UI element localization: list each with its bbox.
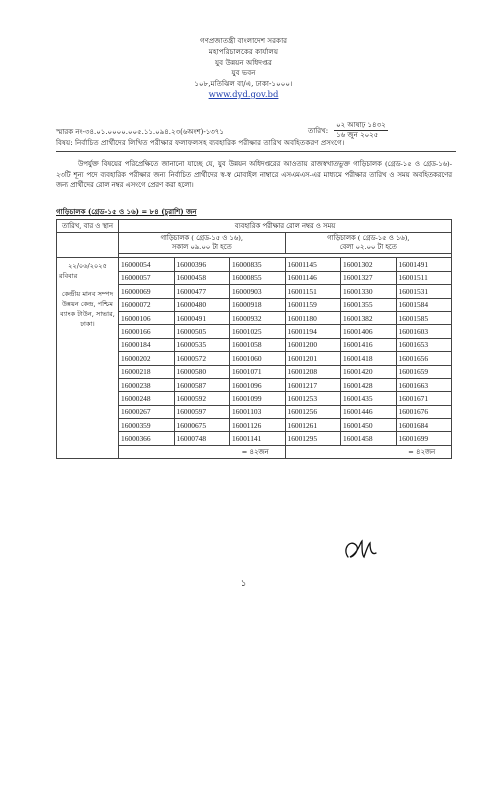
table-row bbox=[57, 258, 452, 271]
roll-number-cell: 16001656 bbox=[396, 352, 452, 365]
group1-time: সকাল ০৯.০০ টা হতে bbox=[171, 243, 232, 252]
roll-number-cell: 16001194 bbox=[285, 325, 341, 338]
roll-number-cell: 16000054 bbox=[119, 258, 175, 271]
roll-number-cell: 16001071 bbox=[230, 365, 286, 378]
roll-number-cell: 16000597 bbox=[174, 405, 230, 418]
roll-number-cell: 16001511 bbox=[396, 271, 452, 284]
date-english: ১৬ জুন ২০২৫ bbox=[336, 131, 379, 139]
roll-number-cell: 16000267 bbox=[119, 405, 175, 418]
roll-number-cell: 16001330 bbox=[341, 285, 397, 298]
roll-number-cell: 16001446 bbox=[341, 405, 397, 418]
group1-header bbox=[119, 233, 286, 254]
header-line-address: ১০৮,মতিঝিল বা/এ, ঢাকা-১০০০। bbox=[194, 79, 293, 89]
group2-header bbox=[285, 233, 452, 254]
roll-table bbox=[56, 219, 452, 459]
group2-total: = ৪২জন bbox=[285, 445, 452, 458]
roll-number-cell: 16000238 bbox=[119, 378, 175, 391]
roll-number-cell: 16001382 bbox=[341, 311, 397, 324]
roll-number-cell: 16001428 bbox=[341, 378, 397, 391]
roll-number-cell: 16001416 bbox=[341, 338, 397, 351]
exam-day: রবিবার bbox=[59, 272, 78, 281]
roll-number-cell: 16000480 bbox=[174, 298, 230, 311]
roll-number-cell: 16001406 bbox=[341, 325, 397, 338]
roll-number-cell: 16000903 bbox=[230, 285, 286, 298]
roll-number-cell: 16001450 bbox=[341, 419, 397, 432]
roll-number-cell: 16001201 bbox=[285, 352, 341, 365]
roll-number-cell: 16000202 bbox=[119, 352, 175, 365]
roll-number-cell: 16001060 bbox=[230, 352, 286, 365]
exam-date: ২২/০৬/২০২৫ bbox=[68, 262, 107, 271]
page-number: ১ bbox=[240, 579, 247, 589]
date-venue-cell bbox=[57, 258, 119, 459]
roll-number-cell: 16000366 bbox=[119, 432, 175, 445]
roll-number-cell: 16000106 bbox=[119, 311, 175, 324]
exam-venue: কেন্দ্রীয় মানব সম্পদ উন্নয়ন কেন্দ্র, পশ্চিম ব্যাংক টাউন, সাভার, ঢাকা। bbox=[60, 290, 115, 329]
roll-number-cell: 16000592 bbox=[174, 392, 230, 405]
roll-number-cell: 16000057 bbox=[119, 271, 175, 284]
roll-number-cell: 16001659 bbox=[396, 365, 452, 378]
roll-number-cell: 16001653 bbox=[396, 338, 452, 351]
roll-number-cell: 16000184 bbox=[119, 338, 175, 351]
roll-number-cell: 16001180 bbox=[285, 311, 341, 324]
roll-number-cell: 16001435 bbox=[341, 392, 397, 405]
website-link[interactable]: www.dyd.gov.bd bbox=[208, 89, 279, 100]
roll-number-cell: 16000072 bbox=[119, 298, 175, 311]
roll-number-cell: 16001256 bbox=[285, 405, 341, 418]
roll-number-cell: 16000748 bbox=[174, 432, 230, 445]
roll-number-cell: 16001141 bbox=[230, 432, 286, 445]
roll-number-cell: 16000535 bbox=[174, 338, 230, 351]
roll-number-cell: 16001145 bbox=[285, 258, 341, 271]
group1-total: = ৪২জন bbox=[119, 445, 286, 458]
roll-number-cell: 16001096 bbox=[230, 378, 286, 391]
roll-number-cell: 16001146 bbox=[285, 271, 341, 284]
header-line-office: মহাপরিচালকের কার্যালয় bbox=[208, 46, 279, 56]
roll-number-cell: 16001355 bbox=[341, 298, 397, 311]
roll-number-cell: 16001261 bbox=[285, 419, 341, 432]
letterhead bbox=[0, 36, 487, 101]
roll-number-cell: 16000396 bbox=[174, 258, 230, 271]
roll-number-cell: 16001584 bbox=[396, 298, 452, 311]
roll-number-cell: 16001103 bbox=[230, 405, 286, 418]
roll-number-cell: 16001217 bbox=[285, 378, 341, 391]
roll-number-cell: 16000587 bbox=[174, 378, 230, 391]
roll-number-cell: 16001151 bbox=[285, 285, 341, 298]
body-paragraph: উপর্যুক্ত বিষয়ের পরিপ্রেক্ষিতে জানানো যাচ্ছে যে, যুব উন্নয়ন অধিদপ্তরের আওতায় রাজস্বখাতভুক্ত গাড়িচালক (গ্রেড-১৫ ও গ্রেড-১৬)- ২৩টি শূন্য পদে ব্যবহারিক পরীক্ষার জন্য নির্বাচিত প্রার্থীদের স্ব-স্ব মোবাইল নাম্বারে এসএমএস-এর মাধ্যমে পরীক্ষার তারিখ ও সময় অবহিতকরণের জন্য প্রার্থীদের রোল নম্বর এসংগে প্রেরণ করা হলো। bbox=[56, 160, 452, 189]
signature-mark bbox=[340, 535, 380, 563]
roll-number-cell: 16000248 bbox=[119, 392, 175, 405]
header-line-department: যুব উন্নয়ন অধিদপ্তর bbox=[215, 57, 272, 67]
roll-number-cell: 16001663 bbox=[396, 378, 452, 391]
roll-number-cell: 16001295 bbox=[285, 432, 341, 445]
roll-number-cell: 16000477 bbox=[174, 285, 230, 298]
header-line-govt: গণপ্রজাতন্ত্রী বাংলাদেশ সরকার bbox=[199, 36, 288, 45]
date-column-header: তারিখ, বার ও স্থান bbox=[57, 220, 119, 233]
roll-number-cell: 16000491 bbox=[174, 311, 230, 324]
roll-number-cell: 16001684 bbox=[396, 419, 452, 432]
roll-number-cell: 16000166 bbox=[119, 325, 175, 338]
roll-number-cell: 16001671 bbox=[396, 392, 452, 405]
roll-number-cell: 16001208 bbox=[285, 365, 341, 378]
roll-number-cell: 16000835 bbox=[230, 258, 286, 271]
roll-number-cell: 16001420 bbox=[341, 365, 397, 378]
roll-number-cell: 16000918 bbox=[230, 298, 286, 311]
group2-title: গাড়িচালক ( গ্রেড-১৫ ও ১৬), bbox=[326, 234, 410, 243]
roll-number-cell: 16001699 bbox=[396, 432, 452, 445]
roll-number-cell: 16001585 bbox=[396, 311, 452, 324]
subject-line: বিষয়: নির্বাচিত প্রার্থীদের লিখিত পরীক্ষার ফলাফলসহ ব্যবহারিক পরীক্ষার তারিখ অবহিতকরণ প্রসংগে। bbox=[56, 138, 456, 152]
date-bangla: ০২ আষাঢ় ১৪৩২ bbox=[336, 121, 386, 129]
roll-number-cell: 16001200 bbox=[285, 338, 341, 351]
roll-number-cell: 16001058 bbox=[230, 338, 286, 351]
roll-number-cell: 16000675 bbox=[174, 419, 230, 432]
roll-number-cell: 16001418 bbox=[341, 352, 397, 365]
roll-number-cell: 16001458 bbox=[341, 432, 397, 445]
roll-number-cell: 16001302 bbox=[341, 258, 397, 271]
reference-number: স্মারক নং-৩৪.০১.০০০০.০০৫.১১.০৯৪.২৩(৬অংশ)-১৩৭১ bbox=[56, 128, 224, 136]
roll-number-cell: 16001253 bbox=[285, 392, 341, 405]
roll-number-cell: 16001531 bbox=[396, 285, 452, 298]
roll-number-cell: 16000359 bbox=[119, 419, 175, 432]
roll-number-cell: 16000572 bbox=[174, 352, 230, 365]
roll-number-cell: 16001327 bbox=[341, 271, 397, 284]
roll-number-cell: 16000580 bbox=[174, 365, 230, 378]
roll-number-cell: 16000855 bbox=[230, 271, 286, 284]
roll-number-cell: 16000932 bbox=[230, 311, 286, 324]
roll-number-cell: 16001676 bbox=[396, 405, 452, 418]
group1-title: গাড়িচালক ( গ্রেড-১৫ ও ১৬), bbox=[160, 234, 244, 243]
roll-number-cell: 16001159 bbox=[285, 298, 341, 311]
roll-table-body bbox=[57, 258, 452, 459]
roll-number-cell: 16000069 bbox=[119, 285, 175, 298]
roll-number-cell: 16001099 bbox=[230, 392, 286, 405]
roll-number-cell: 16000218 bbox=[119, 365, 175, 378]
group2-time: বেলা ০২.০০ টা হতে bbox=[339, 243, 397, 252]
date-label: তারিখ: bbox=[308, 126, 329, 135]
roll-column-header: ব্যবহারিক পরীক্ষার রোল নম্বর ও সময় bbox=[119, 220, 452, 233]
roll-number-cell: 16000458 bbox=[174, 271, 230, 284]
table-caption: গাড়িচালক (গ্রেড-১৫ ও ১৬) = ৮৪ (চুরাশি) জন bbox=[56, 207, 197, 216]
roll-number-cell: 16001603 bbox=[396, 325, 452, 338]
header-line-building: যুব ভবন bbox=[231, 68, 256, 78]
roll-number-cell: 16000505 bbox=[174, 325, 230, 338]
roll-number-cell: 16001126 bbox=[230, 419, 286, 432]
roll-number-cell: 16001025 bbox=[230, 325, 286, 338]
roll-number-cell: 16001491 bbox=[396, 258, 452, 271]
